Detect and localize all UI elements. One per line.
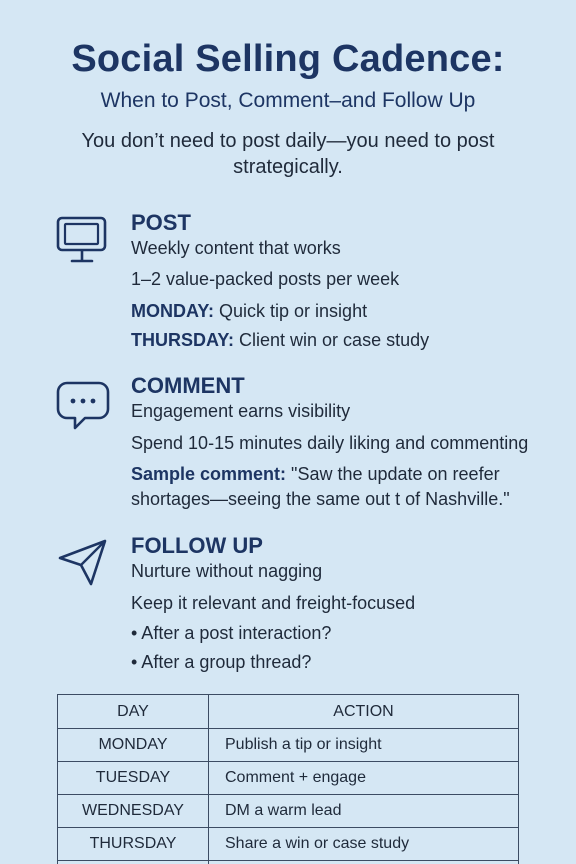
post-item-thursday: [131, 330, 429, 351]
post-detail: 1–2 value-packed posts per week: [131, 269, 400, 289]
intro-text: You don’t need to post daily—you need to post strategically.: [81, 130, 495, 178]
post-item-label: MONDAY:: [131, 301, 215, 321]
monitor-icon: [55, 214, 109, 266]
comment-sample-line-1: [131, 464, 500, 485]
comment-section-title: COMMENT: [131, 373, 245, 398]
table-row: [58, 729, 519, 762]
comment-tagline: Engagement earns visibility: [131, 401, 351, 421]
page-subtitle: When to Post, Comment–and Follow Up: [100, 89, 476, 112]
post-tagline: Weekly content that works: [131, 238, 341, 258]
table-row: [58, 762, 519, 795]
table-row: [58, 861, 519, 864]
post-item-text: Client win or case study: [234, 330, 430, 350]
column-header-day: DAY: [58, 695, 209, 729]
follow-up-section-title: FOLLOW UP: [131, 533, 263, 558]
speech-bubble-icon: [55, 380, 111, 432]
column-header-action: ACTION: [209, 695, 519, 729]
post-section-title: POST: [131, 210, 191, 235]
table-cell-day: THURSDAY: [58, 828, 209, 861]
table-cell-day: MONDAY: [58, 729, 209, 762]
page-title: Social Selling Cadence:: [71, 38, 505, 80]
post-item-label: THURSDAY:: [131, 330, 235, 350]
follow-up-bullet: • After a group thread?: [131, 652, 312, 672]
post-item-text: Quick tip or insight: [214, 301, 368, 321]
follow-up-bullet: • After a post interaction?: [131, 623, 332, 643]
table-row: [58, 795, 519, 828]
comment-detail: Spend 10-15 minutes daily liking and commenting: [131, 433, 529, 453]
table-cell-action: DM a warm lead: [209, 795, 519, 828]
table-row: [58, 828, 519, 861]
table-cell-day: TUESDAY: [58, 762, 209, 795]
table-cell-action: Share a win or case study: [209, 828, 519, 861]
table-header-row: [58, 695, 519, 729]
comment-sample-line-2: shortages—seeing the same out t of Nashville.": [131, 489, 510, 509]
follow-up-detail: Keep it relevant and freight-focused: [131, 593, 416, 613]
paper-plane-icon: [57, 538, 109, 588]
table-cell-day: WEDNESDAY: [58, 795, 209, 828]
table-cell-day: [58, 861, 209, 864]
comment-sample-text: "Saw the update on reefer: [286, 464, 500, 484]
table-cell-action: Publish a tip or insight: [209, 729, 519, 762]
schedule-table: [57, 694, 519, 864]
follow-up-tagline: Nurture without nagging: [131, 561, 323, 581]
post-item-monday: [131, 301, 367, 322]
table-cell-action: Comment + engage: [209, 762, 519, 795]
comment-sample-label: Sample comment:: [131, 464, 287, 484]
table-cell-action: [209, 861, 519, 864]
